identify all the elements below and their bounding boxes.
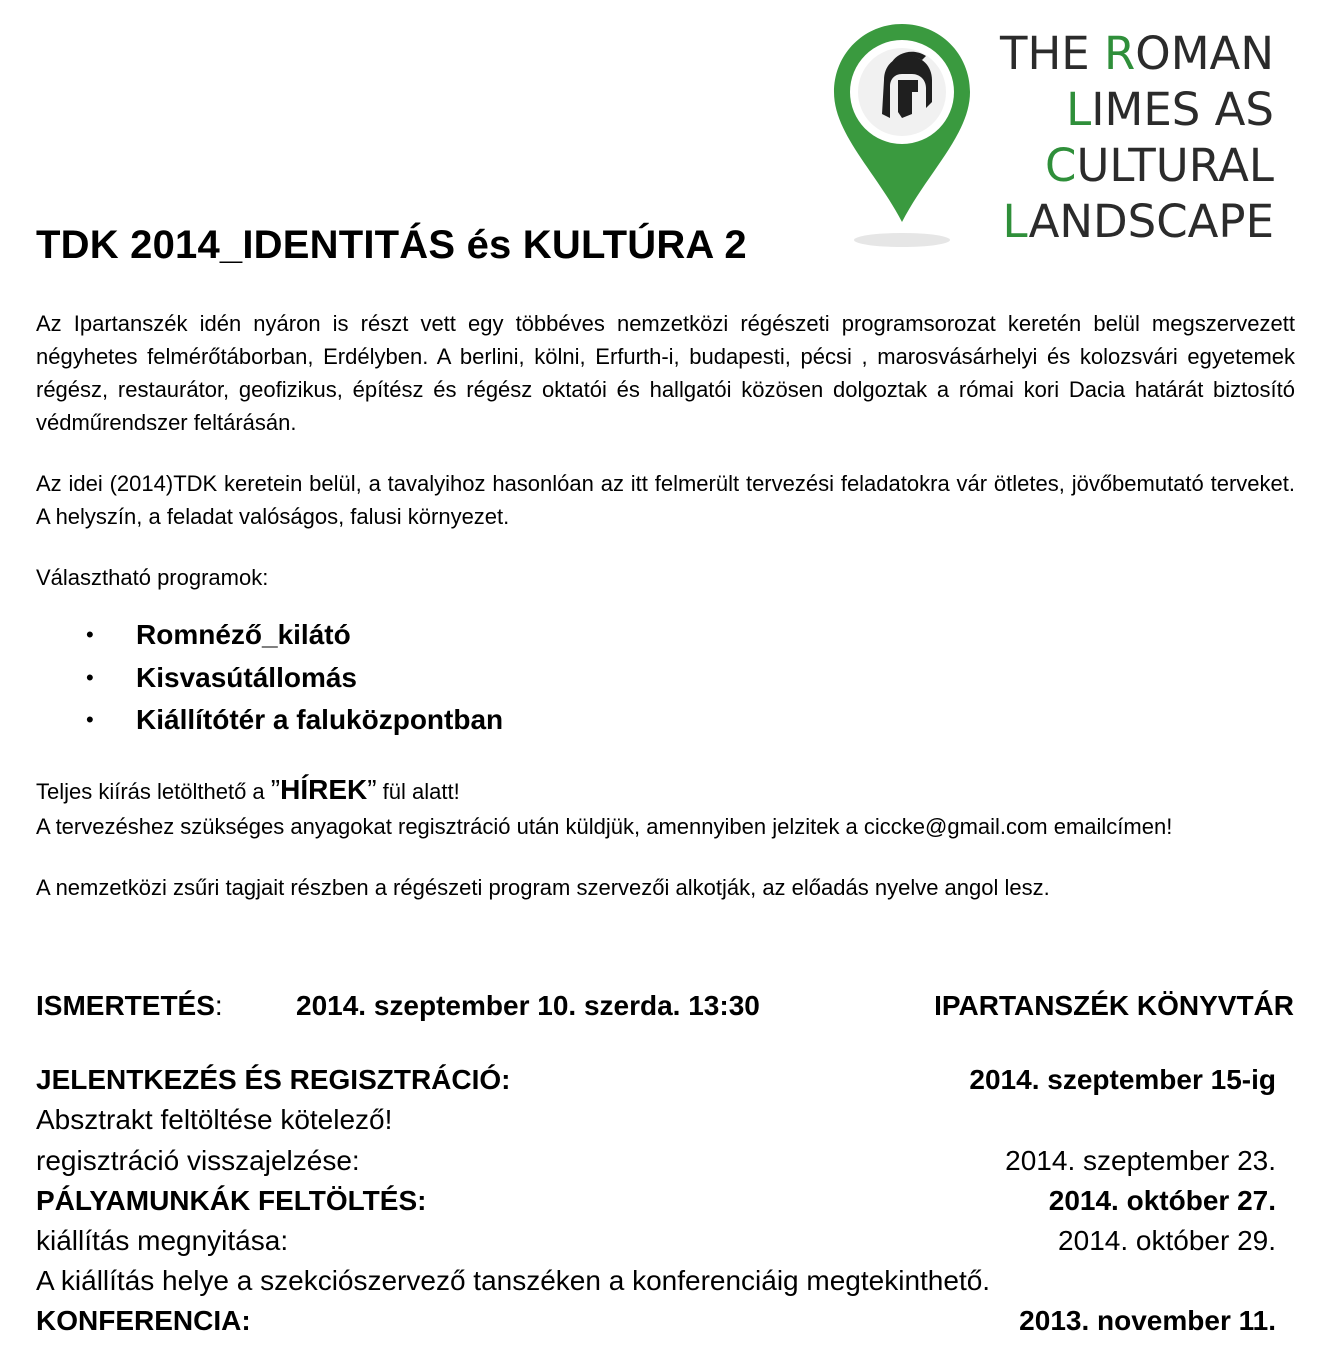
logo-line-4: LANDSCAPE	[1002, 195, 1274, 248]
list-item: • Romnéző_kilátó	[36, 614, 1295, 657]
roman-limes-logo	[832, 22, 1292, 252]
schedule-row: PÁLYAMUNKÁK FELTÖLTÉS: 2014. október 27.	[36, 1185, 1276, 1216]
logo-text	[982, 26, 1274, 250]
list-item: • Kisvasútállomás	[36, 657, 1295, 700]
page-title: TDK 2014_IDENTITÁS és KULTÚRA 2	[36, 223, 747, 267]
ismertetes-place: IPARTANSZÉK KÖNYVTÁR	[934, 990, 1294, 1021]
ismertetes-date: 2014. szeptember 10. szerda. 13:30	[296, 990, 760, 1021]
program-list	[36, 614, 1295, 742]
ismertetes-row: ISMERTETÉS: 2014. szeptember 10. szerda. 13:30 IPARTANSZÉK KÖNYVTÁR	[36, 990, 1294, 1021]
schedule-row: KONFERENCIA: 2013. november 11.	[36, 1305, 1276, 1336]
bullet-icon: •	[86, 664, 94, 690]
map-pin-icon	[832, 22, 977, 252]
schedule-row: Absztrakt feltöltése kötelező!	[36, 1104, 393, 1135]
bullet-icon: •	[86, 707, 94, 732]
download-note: Teljes kiírás letölthető a ”HÍREK” fül alatt!	[36, 773, 460, 805]
jury-note: A nemzetközi zsűri tagjait részben a régészeti program szervezői alkotják, az előadás nyelve angol lesz.	[36, 874, 1050, 900]
logo-line-2: LIMES AS	[1066, 83, 1274, 136]
programs-heading: Választható programok:	[36, 565, 269, 590]
tdk-paragraph: Az idei (2014)TDK keretein belül, a tavalyihoz hasonlóan az itt felmerült tervezési feladatokra vár ötletes, jövőbemutató terveket. A helyszín, a feladat valóságos, falusi környezet.	[36, 471, 1295, 529]
list-item: • Kiállítótér a faluközpontban	[36, 699, 1295, 742]
bullet-icon: •	[86, 622, 94, 647]
hirek-link[interactable]: HÍREK	[280, 773, 368, 805]
materials-note: A tervezéshez szükséges anyagokat regisztráció után küldjük, amennyiben jelzitek a ciccke@gmail.com emailcímen!	[36, 813, 1173, 839]
logo-line-1: THE ROMAN	[999, 27, 1274, 80]
document-body	[36, 307, 1295, 904]
intro-paragraph: Az Ipartanszék idén nyáron is részt vett egy többéves nemzetközi régészeti programsorozat keretén belül megszervezett négyhetes felmérőtáborban, Erdélyben. A berlini, kölni, Erfurth-i, budapesti, pécsi , marosvásárhelyi és kolozsvári egyetemek régész, restaurátor, geofizikus, építész és régész oktatói és hallgatói közösen dolgoztak a római kori Dacia határát biztosító védműrendszer feltárásán.	[36, 311, 1295, 435]
news-notice	[36, 772, 1295, 843]
schedule-row: JELENTKEZÉS ÉS REGISZTRÁCIÓ: 2014. szeptember 15-ig	[36, 1064, 1276, 1095]
schedule-row: regisztráció visszajelzése: 2014. szeptember 23.	[36, 1145, 1276, 1176]
schedule-row: kiállítás megnyitása: 2014. október 29.	[36, 1225, 1276, 1256]
schedule-row: A kiállítás helye a szekciószervező tanszéken a konferenciáig megtekinthető.	[36, 1265, 991, 1296]
logo-line-3: CULTURAL	[1045, 139, 1274, 192]
